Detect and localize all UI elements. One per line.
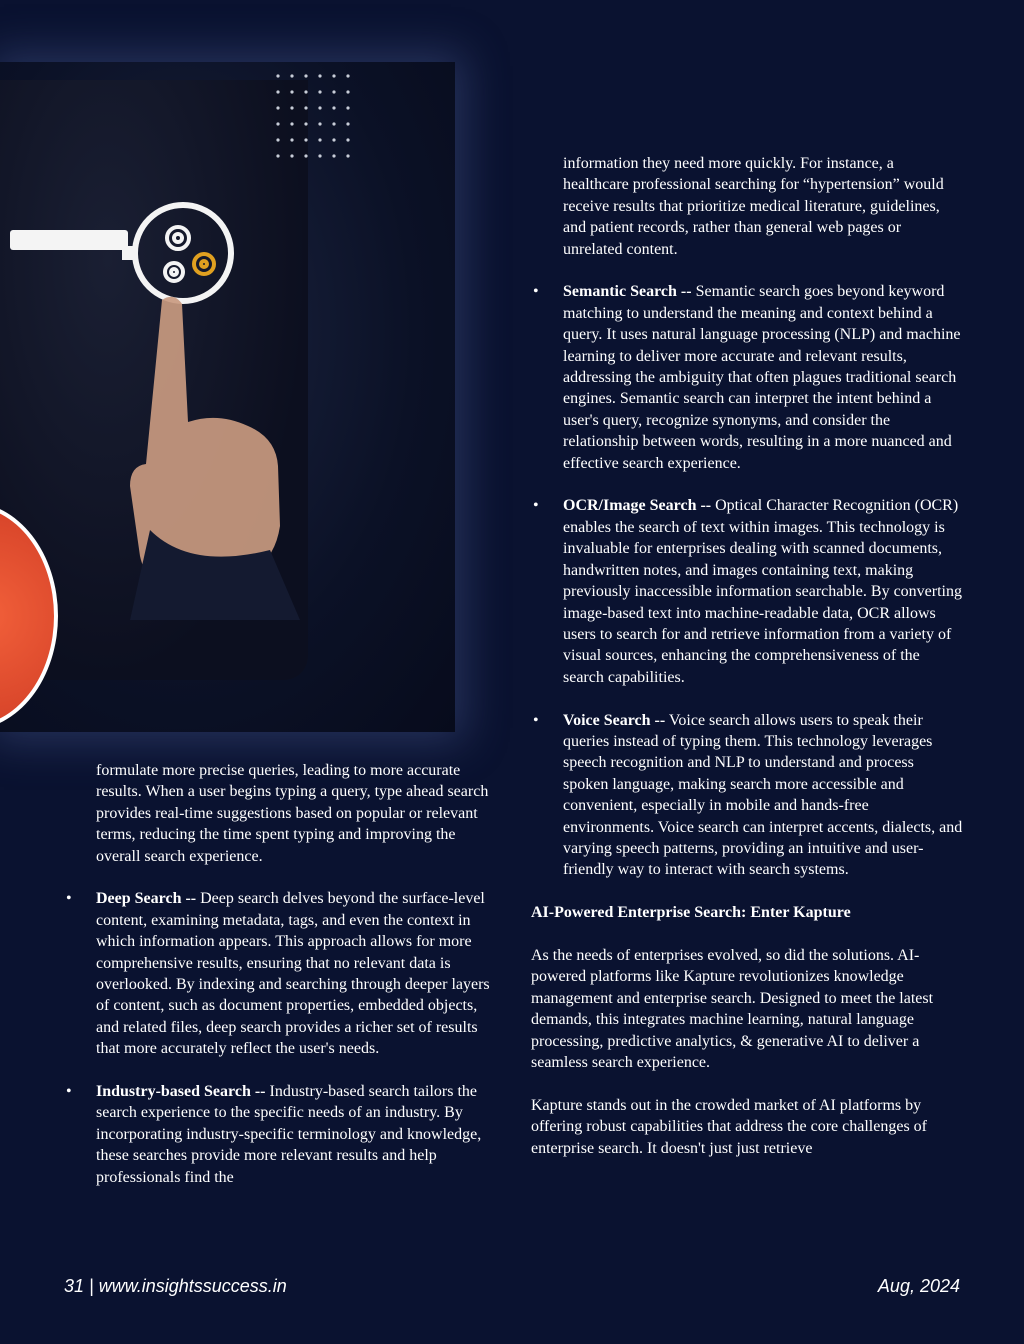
hero-image bbox=[0, 62, 455, 732]
bullet-dot: • bbox=[66, 1083, 72, 1101]
bullet-text: Industry-based search tailors the search experience to the specific needs of an industry. By incorporating industry-specific terminology and knowledge, these searches provide more relevant results and help professionals find the bbox=[96, 1083, 482, 1186]
bullet-title: Industry-based Search -- bbox=[96, 1083, 266, 1101]
bullet-dot: • bbox=[66, 890, 72, 908]
bullet-semantic-search bbox=[531, 281, 963, 474]
bullet-title: Semantic Search -- bbox=[563, 283, 692, 301]
bullet-voice-search bbox=[531, 710, 963, 881]
bullet-title: Deep Search -- bbox=[96, 890, 197, 908]
bullet-deep-search bbox=[64, 888, 494, 1059]
bullet-dot: • bbox=[533, 283, 539, 301]
bullet-text: Optical Character Recognition (OCR) enables the search of text within images. This technology is invaluable for enterprises dealing with scanned documents, handwritten notes, and images containing text, making previously inaccessible information searchable. By converting image-based text into machine-readable data, OCR allows users to search for and retrieve information from a variety of visual sources, enhancing the comprehensiveness of the search capabilities. bbox=[563, 497, 962, 686]
bullet-dot: • bbox=[533, 711, 539, 729]
bullet-text: Voice search allows users to speak their queries instead of typing them. This technology leverages speech recognition and NLP to understand and process spoken language, making search more accessible and convenient, especially in mobile and hands-free environments. Voice search can interpret accents, dialects, and varying speech patterns, providing an intuitive and user-friendly way to interact with search systems. bbox=[563, 711, 963, 879]
pointing-hand-icon bbox=[120, 290, 310, 620]
bullet-ocr-search bbox=[531, 495, 963, 688]
paragraph-kapture-intro: As the needs of enterprises evolved, so did the solutions. AI-powered platforms like Kapture revolutionizes knowledge management and enterprise search. Designed to meet the latest demands, this integrates machine learning, natural language processing, predictive analytics, & generative AI to deliver a seamless search experience. bbox=[531, 946, 934, 1071]
footer-date: Aug, 2024 bbox=[877, 1276, 960, 1296]
bullet-title: Voice Search -- bbox=[563, 711, 666, 729]
bullet-title: OCR/Image Search -- bbox=[563, 497, 712, 515]
search-bar-graphic bbox=[10, 230, 128, 250]
bullet-text: Deep search delves beyond the surface-level content, examining metadata, tags, and even the context in which information appears. This approach allows for more comprehensive results, ensuring that no relevant data is overlooked. By indexing and searching through deeper layers of content, such as document properties, embedded objects, and related files, deep search provides a richer set of results that more accurately reflect the user's needs. bbox=[96, 890, 490, 1058]
left-column bbox=[64, 760, 494, 1188]
dot-grid-decoration bbox=[272, 68, 358, 176]
section-heading: AI-Powered Enterprise Search: Enter Kapture bbox=[531, 904, 851, 922]
paragraph-kapture-stands-out: Kapture stands out in the crowded market of AI platforms by offering robust capabilities that address the core challenges of enterprise search. It doesn't just just retrieve bbox=[531, 1096, 928, 1157]
right-column bbox=[531, 153, 963, 1159]
bullet-text: Semantic search goes beyond keyword matching to understand the meaning and context behind a query. It uses natural language processing (NLP) and machine learning to deliver more accurate and relevant results, addressing the ambiguity that often plagues traditional search engines. Semantic search can interpret the intent behind a user's query, recognize synonyms, and consider the relationship between words, resulting in a more nuanced and effective search experience. bbox=[563, 283, 961, 472]
bullet-industry-search bbox=[64, 1081, 494, 1188]
footer-page-site: 31 | www.insightssuccess.in bbox=[64, 1276, 287, 1296]
right-continuation-text: information they need more quickly. For instance, a healthcare professional searching for “hypertension” would receive results that prioritize medical literature, guidelines, and patient records, rather than general web pages or unrelated content. bbox=[563, 155, 944, 258]
left-continuation-text: formulate more precise queries, leading to more accurate results. When a user begins typing a query, type ahead search provides real-time suggestions based on popular or relevant terms, reducing the time spent typing and improving the overall search experience. bbox=[96, 762, 489, 865]
bullet-dot: • bbox=[533, 497, 539, 515]
